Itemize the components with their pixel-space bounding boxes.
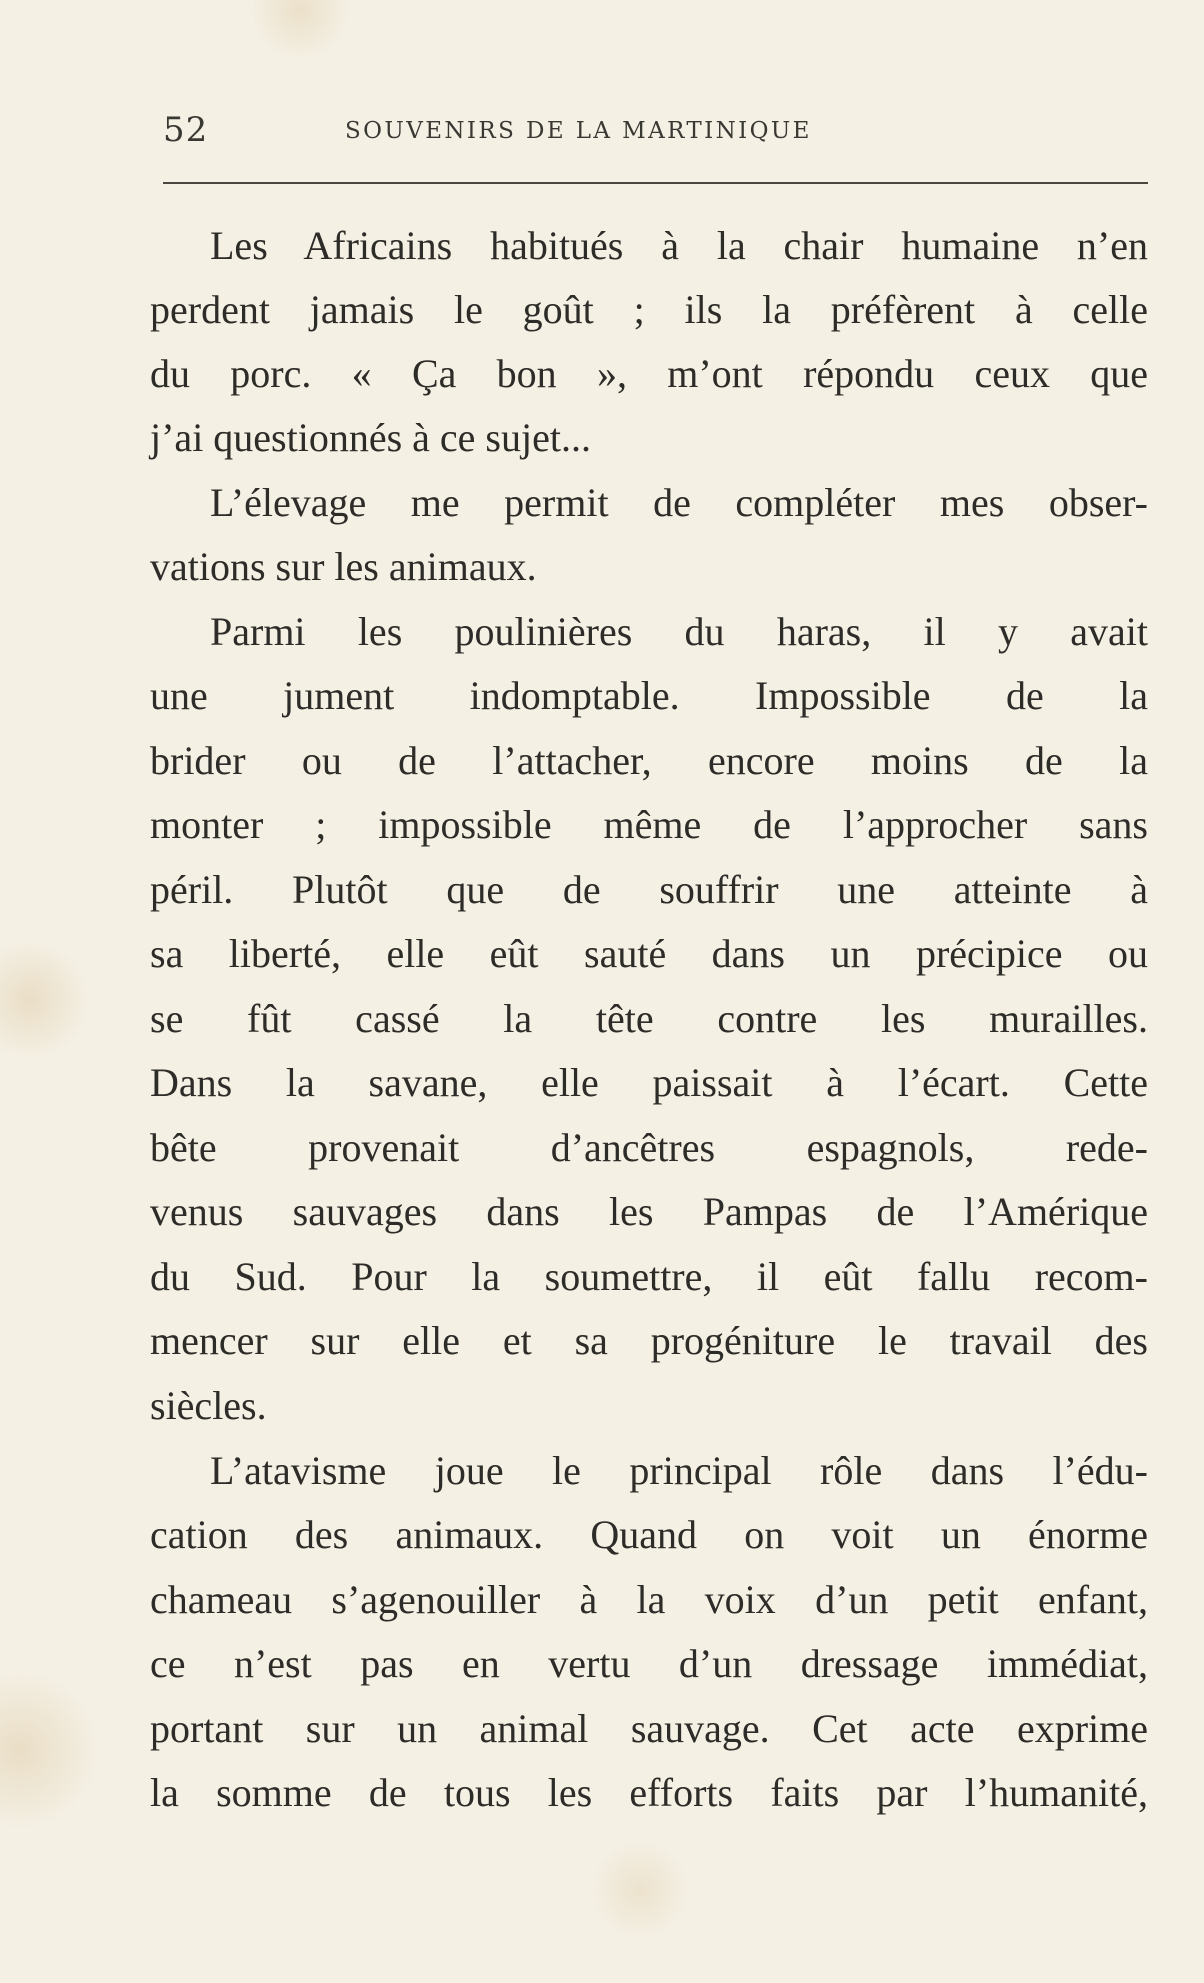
text-line: une jument indomptable. Impossible de la [150, 673, 1148, 718]
text-line: ce n’est pas en vertu d’un dressage immédiat, [150, 1641, 1148, 1686]
text-line: chameau s’agenouiller à la voix d’un petit enfant, [150, 1577, 1148, 1622]
text-line: sa liberté, elle eût sauté dans un précipice ou [150, 931, 1148, 976]
text-line: Les Africains habitués à la chair humaine n’en [210, 223, 1148, 268]
text-line: Dans la savane, elle paissait à l’écart. Cette [150, 1060, 1148, 1105]
text-line: brider ou de l’attacher, encore moins de la [150, 738, 1148, 783]
text-line: Parmi les poulinières du haras, il y avait [210, 609, 1148, 654]
text-line: perdent jamais le goût ; ils la préfèrent à celle [150, 287, 1148, 332]
running-head [163, 110, 1148, 160]
text-line: mencer sur elle et sa progéniture le travail des [150, 1318, 1148, 1363]
text-line: vations sur les animaux. [150, 544, 537, 589]
text-line: venus sauvages dans les Pampas de l’Amérique [150, 1189, 1148, 1234]
header-rule [163, 182, 1148, 184]
text-line: du porc. « Ça bon », m’ont répondu ceux que [150, 351, 1148, 396]
text-line: L’élevage me permit de compléter mes obser- [210, 480, 1148, 525]
text-line: L’atavisme joue le principal rôle dans l’édu- [210, 1448, 1148, 1493]
text-line: portant sur un animal sauvage. Cet acte exprime [150, 1706, 1148, 1751]
text-line: se fût cassé la tête contre les murailles. [150, 996, 1148, 1041]
text-line: du Sud. Pour la soumettre, il eût fallu recom- [150, 1254, 1148, 1299]
text-line: bête provenait d’ancêtres espagnols, rede- [150, 1125, 1148, 1170]
text-line: monter ; impossible même de l’approcher sans [150, 802, 1148, 847]
page-number: 52 [163, 110, 209, 150]
text-line: cation des animaux. Quand on voit un énorme [150, 1512, 1148, 1557]
running-title: SOUVENIRS DE LA MARTINIQUE [345, 118, 812, 144]
text-line: péril. Plutôt que de souffrir une atteinte à [150, 867, 1148, 912]
text-line: j’ai questionnés à ce sujet... [150, 415, 591, 460]
text-line: siècles. [150, 1383, 267, 1428]
text-line: la somme de tous les efforts faits par l’humanité, [150, 1770, 1148, 1815]
